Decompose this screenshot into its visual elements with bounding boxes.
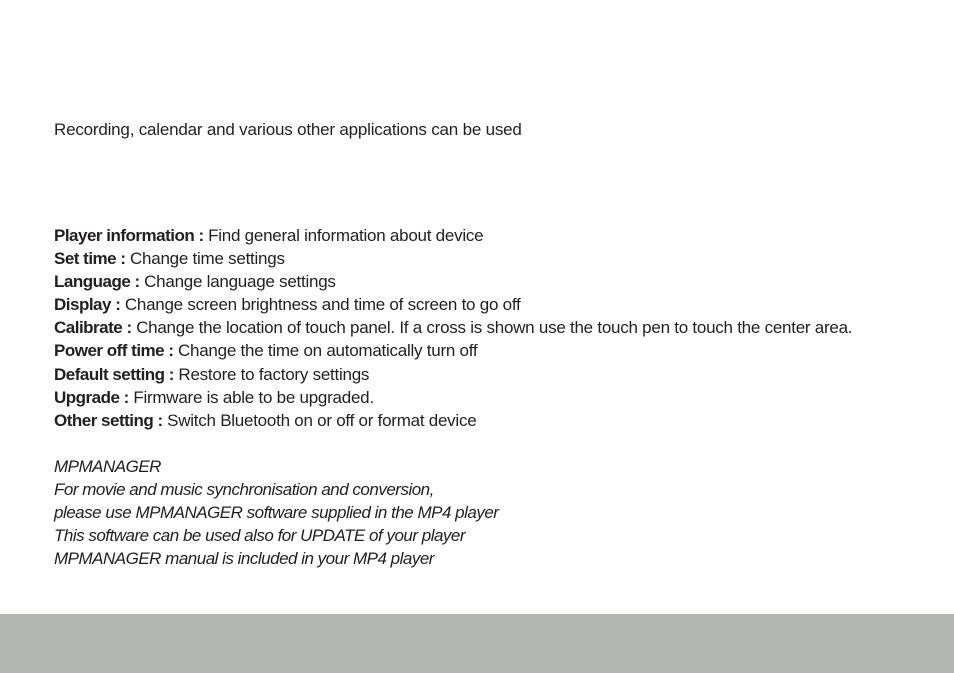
settings-item-power-off-time [54,339,852,362]
settings-item-label: Default setting : [54,364,174,384]
settings-item-default-setting [54,363,852,386]
settings-item-description: Switch Bluetooth on or off or format device [162,410,477,430]
intro-text: Recording, calendar and various other applications can be used [54,120,522,139]
settings-item-description: Change screen brightness and time of screen to go off [120,295,521,315]
settings-item-other-setting [54,409,852,432]
settings-item-description: Restore to factory settings [173,364,370,384]
settings-item-label: Power off time : [54,341,174,361]
settings-item-label: Set time : [54,249,126,269]
settings-item-upgrade [54,386,852,409]
settings-item-calibrate [54,316,852,339]
settings-item-description: Change time settings [125,249,285,269]
settings-item-description: Firmware is able to be upgraded. [128,387,374,407]
mpmanager-line: For movie and music synchronisation and conversion, [54,480,434,500]
mpmanager-line: MPMANAGER manual is included in your MP4 player [54,549,434,569]
settings-item-label: Calibrate : [54,318,132,338]
settings-item-display [54,293,852,316]
settings-item-label: Display : [54,295,121,315]
settings-item-player-information [54,224,852,247]
settings-item-label: Upgrade : [54,387,129,407]
settings-item-description: Change the location of touch panel. If a cross is shown use the touch pen to touch the center area. [131,318,853,338]
settings-item-set-time [54,247,852,270]
mpmanager-note [54,455,498,570]
mpmanager-line: please use MPMANAGER software supplied in the MP4 player [54,503,499,523]
settings-item-description: Change the time on automatically turn off [173,341,478,361]
mpmanager-line: This software can be used also for UPDATE of your player [54,526,466,546]
settings-item-label: Other setting : [54,410,163,430]
settings-item-description: Change language settings [139,272,336,292]
settings-item-language [54,270,852,293]
settings-item-description: Find general information about device [203,226,484,245]
mpmanager-title: MPMANAGER [54,457,161,476]
settings-item-label: Language : [54,272,140,292]
settings-list [54,224,852,432]
footer-bar [0,614,954,673]
settings-item-label: Player information : [54,226,204,245]
